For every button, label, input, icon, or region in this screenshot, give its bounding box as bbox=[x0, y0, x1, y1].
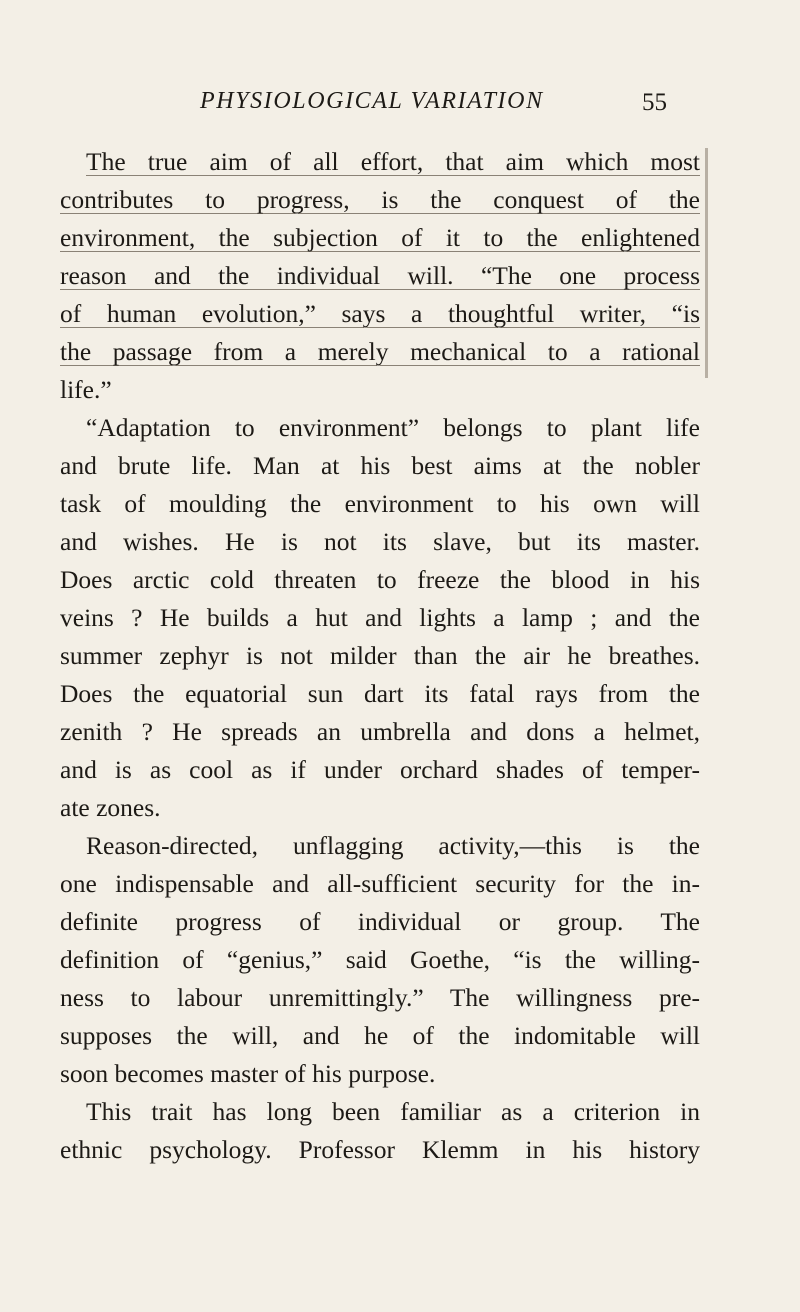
text-line: environment, the subjection of it to the enlightened bbox=[60, 223, 700, 252]
text-line: and wishes. He is not its slave, but its master. bbox=[60, 527, 700, 556]
text-line: Does arctic cold threaten to freeze the blood in his bbox=[60, 565, 700, 594]
text-line: definite progress of individual or group. The bbox=[60, 907, 700, 936]
text-line: The true aim of all effort, that aim which most bbox=[86, 147, 700, 176]
text-line: one indispensable and all-sufficient security for the in- bbox=[60, 869, 700, 898]
text-line: Does the equatorial sun dart its fatal rays from the bbox=[60, 679, 700, 708]
text-line: This trait has long been familiar as a criterion in bbox=[86, 1097, 700, 1126]
text-line: task of moulding the environment to his own will bbox=[60, 489, 700, 518]
running-title: PHYSIOLOGICAL VARIATION bbox=[200, 88, 544, 114]
text-line: contributes to progress, is the conquest of the bbox=[60, 185, 700, 214]
text-line: and brute life. Man at his best aims at the nobler bbox=[60, 451, 700, 480]
text-line: reason and the individual will. “The one process bbox=[60, 261, 700, 290]
text-line: life.” bbox=[60, 375, 112, 404]
text-line: and is as cool as if under orchard shades of temper- bbox=[60, 755, 700, 784]
text-line: ethnic psychology. Professor Klemm in his history bbox=[60, 1135, 700, 1164]
text-line: of human evolution,” says a thoughtful writer, “is bbox=[60, 299, 700, 328]
text-line: supposes the will, and he of the indomitable will bbox=[60, 1021, 700, 1050]
text-line: ness to labour unremittingly.” The willingness pre- bbox=[60, 983, 700, 1012]
page-number: 55 bbox=[642, 89, 667, 116]
margin-line-mark bbox=[705, 148, 708, 378]
text-line: the passage from a merely mechanical to a rational bbox=[60, 337, 700, 366]
text-line: “Adaptation to environment” belongs to plant life bbox=[86, 413, 700, 442]
text-line: summer zephyr is not milder than the air he breathes. bbox=[60, 641, 700, 670]
text-line: zenith ? He spreads an umbrella and dons a helmet, bbox=[60, 717, 700, 746]
running-head bbox=[0, 88, 800, 128]
text-line: veins ? He builds a hut and lights a lamp ; and the bbox=[60, 603, 700, 632]
text-line: definition of “genius,” said Goethe, “is the willing- bbox=[60, 945, 700, 974]
text-line: ate zones. bbox=[60, 793, 161, 822]
text-line: Reason-directed, unflagging activity,—this is the bbox=[86, 831, 700, 860]
text-line: soon becomes master of his purpose. bbox=[60, 1059, 436, 1088]
